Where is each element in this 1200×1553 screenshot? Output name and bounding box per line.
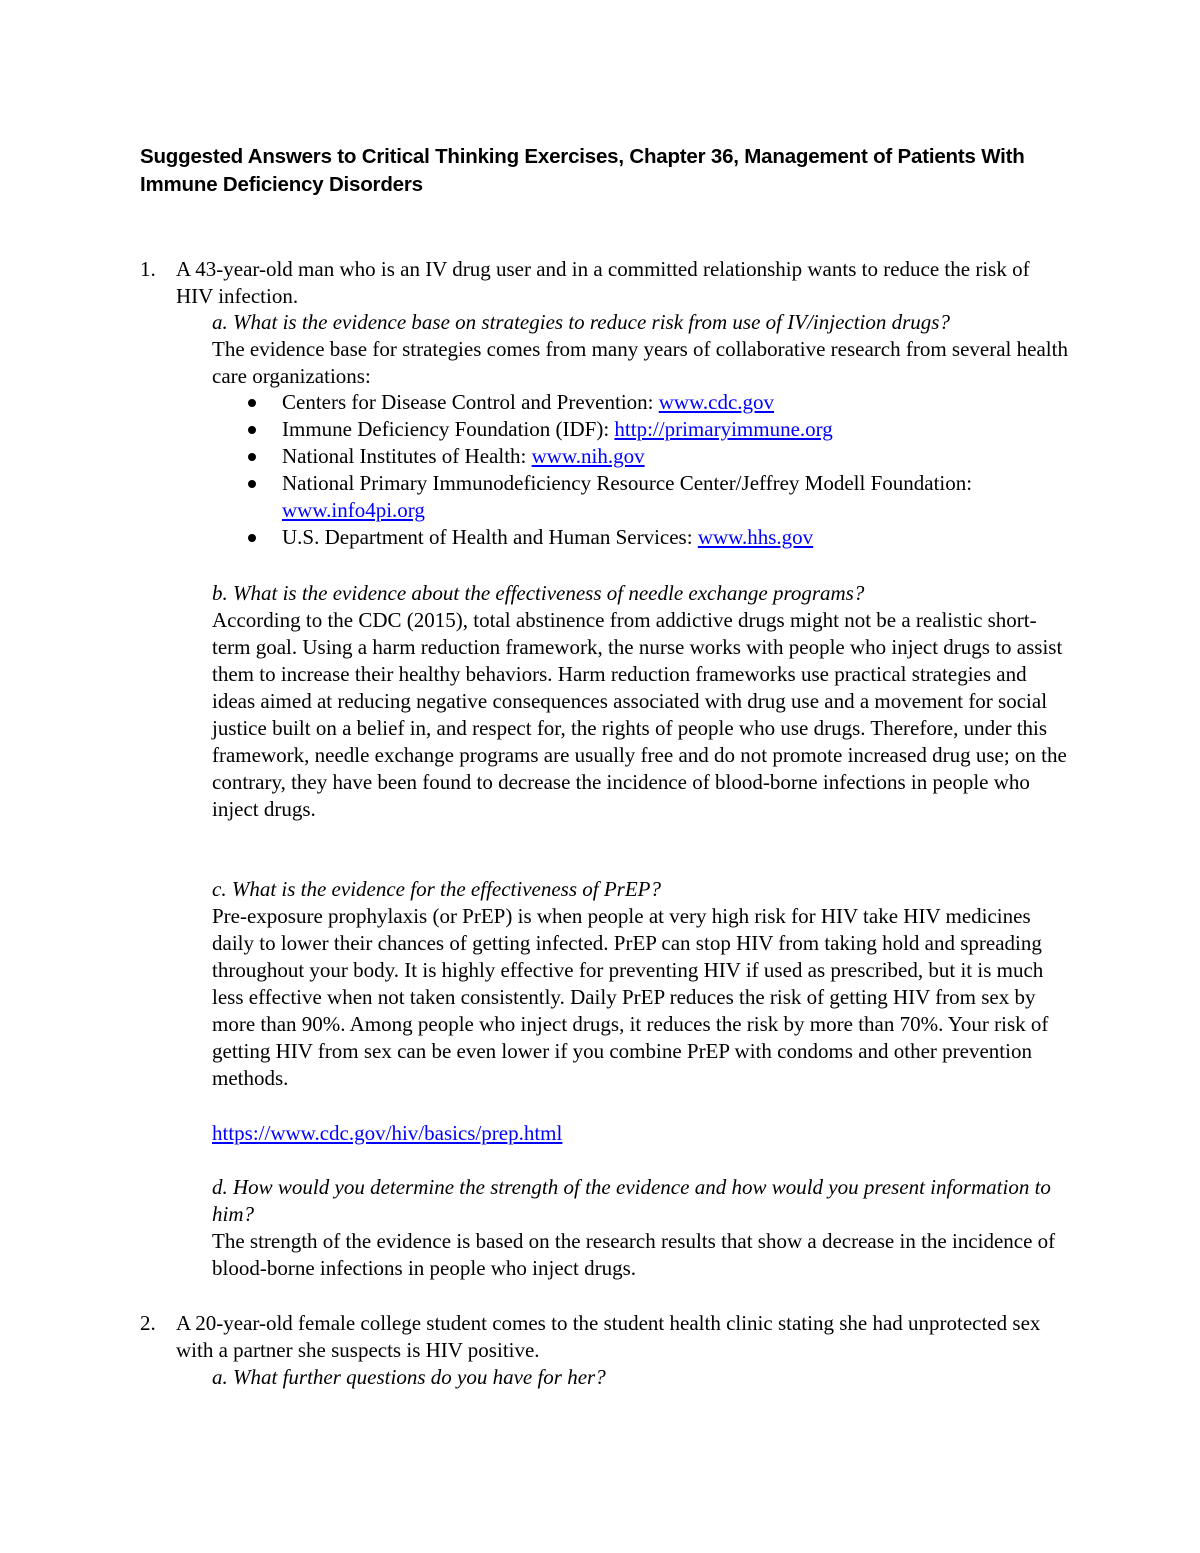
subquestion-1c bbox=[212, 876, 1072, 1092]
question-2-text: A 20-year-old female college student comes to the student health clinic stating she had unprotected sex with a partner she suspects is HIV positive. bbox=[176, 1311, 1041, 1362]
list-item bbox=[212, 524, 1072, 551]
question-1-number: 1. bbox=[140, 257, 156, 281]
bullet-icon bbox=[248, 399, 256, 407]
list-item-text: National Institutes of Health: bbox=[282, 444, 532, 468]
list-item-text: Centers for Disease Control and Prevention: bbox=[282, 390, 659, 414]
list-item bbox=[212, 389, 1072, 416]
list-item bbox=[212, 443, 1072, 470]
list-item bbox=[212, 416, 1072, 443]
link-nih[interactable]: www.nih.gov bbox=[531, 444, 645, 468]
subquestion-1c-answer: Pre-exposure prophylaxis (or PrEP) is when people at very high risk for HIV take HIV medicines daily to lower their chances of getting infected. PrEP can stop HIV from taking hold and spreading throughout your body. It is highly effective for preventing HIV if used as prescribed, but it is much less effective when not taken consistently. Daily PrEP reduces the risk of getting HIV from sex by more than 90%. Among people who inject drugs, it reduces the risk by more than 70%. Your risk of getting HIV from sex can be even lower if you combine PrEP with condoms and other prevention methods. bbox=[212, 904, 1049, 1090]
list-item-text: National Primary Immunodeficiency Resource Center/Jeffrey Modell Foundation: bbox=[282, 471, 973, 495]
subquestion-1a bbox=[212, 309, 1072, 390]
document-title: Suggested Answers to Critical Thinking Exercises, Chapter 36, Management of Patients With Immune Deficiency Disorders bbox=[140, 145, 1025, 196]
organization-list bbox=[212, 389, 1072, 551]
question-1-text: A 43-year-old man who is an IV drug user and in a committed relationship wants to reduce the risk of HIV infection. bbox=[176, 257, 1030, 308]
list-item-text: U.S. Department of Health and Human Services: bbox=[282, 525, 698, 549]
link-cdc[interactable]: www.cdc.gov bbox=[658, 390, 775, 414]
subquestion-2a bbox=[212, 1364, 1072, 1391]
subquestion-1a-question: a. What is the evidence base on strategies to reduce risk from use of IV/injection drugs? bbox=[212, 310, 950, 334]
subquestion-1b-answer: According to the CDC (2015), total abstinence from addictive drugs might not be a realistic short-term goal. Using a harm reduction framework, the nurse works with people who inject drugs to assist them to increase their healthy behaviors. Harm reduction frameworks use practical strategies and ideas aimed at reducing negative consequences associated with drug use and a movement for social justice built on a belief in, and respect for, the rights of people who use drugs. Therefore, under this framework, needle exchange programs are usually free and do not promote increased drug use; on the contrary, they have been found to decrease the incidence of blood-borne infections in people who inject drugs. bbox=[212, 608, 1067, 821]
subquestion-1c-question: c. What is the evidence for the effectiveness of PrEP? bbox=[212, 877, 662, 901]
link-info4pi[interactable]: www.info4pi.org bbox=[282, 498, 425, 522]
subquestion-1a-answer: The evidence base for strategies comes from many years of collaborative research from several health care organizations: bbox=[212, 337, 1068, 388]
prep-link-line bbox=[212, 1120, 1072, 1147]
list-item bbox=[212, 470, 1072, 524]
bullet-icon bbox=[248, 426, 256, 434]
bullet-icon bbox=[248, 534, 256, 542]
link-cdc-prep[interactable]: https://www.cdc.gov/hiv/basics/prep.html bbox=[212, 1121, 563, 1145]
question-2-number: 2. bbox=[140, 1311, 156, 1335]
link-idf[interactable]: http://primaryimmune.org bbox=[614, 417, 833, 441]
subquestion-1b-question: b. What is the evidence about the effectiveness of needle exchange programs? bbox=[212, 581, 865, 605]
link-hhs[interactable]: www.hhs.gov bbox=[697, 525, 814, 549]
bullet-icon bbox=[248, 480, 256, 488]
subquestion-1d-question: d. How would you determine the strength of the evidence and how would you present information to him? bbox=[212, 1175, 1051, 1226]
subquestion-1d-answer: The strength of the evidence is based on the research results that show a decrease in the incidence of blood-borne infections in people who inject drugs. bbox=[212, 1229, 1056, 1280]
subquestion-2a-question: a. What further questions do you have for her? bbox=[212, 1365, 606, 1389]
bullet-icon bbox=[248, 453, 256, 461]
list-item-text: Immune Deficiency Foundation (IDF): bbox=[282, 417, 615, 441]
subquestion-1b bbox=[212, 580, 1072, 823]
subquestion-1d bbox=[212, 1174, 1072, 1282]
